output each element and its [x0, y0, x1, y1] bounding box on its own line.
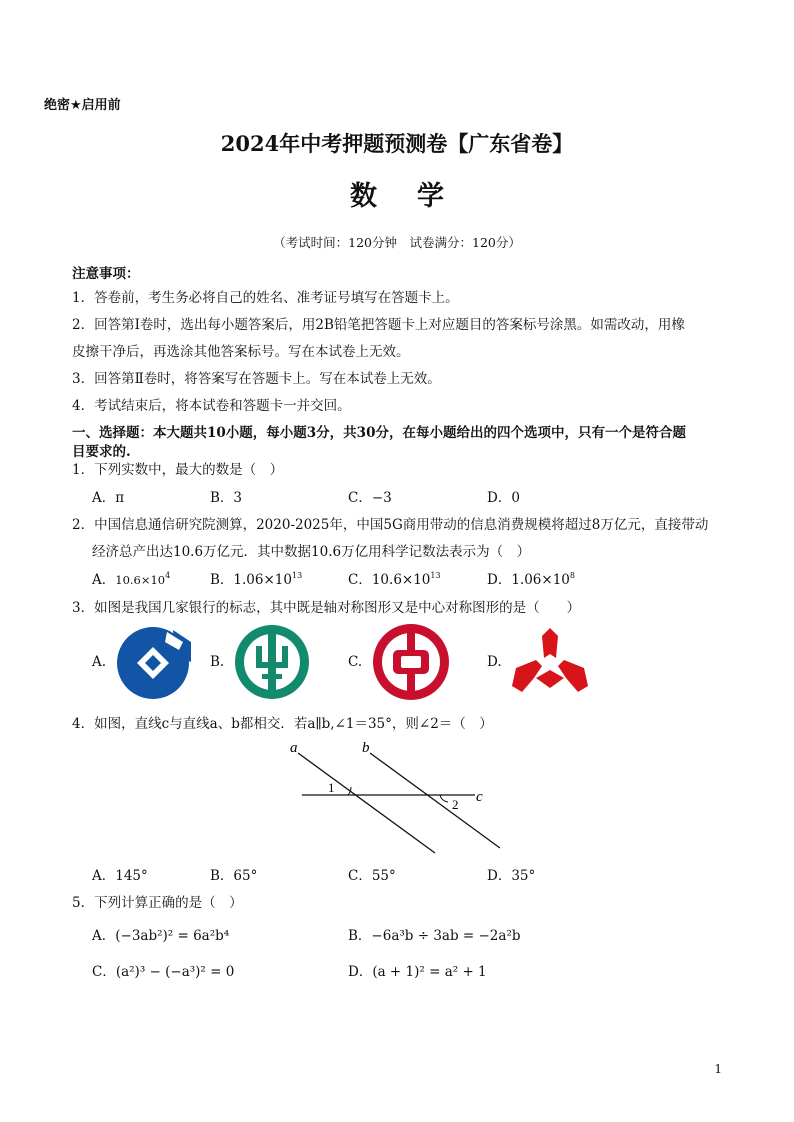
q2-option-d-base: 1.06×10	[511, 572, 570, 588]
q3-option-c-label: C.	[348, 654, 363, 670]
angle-2-arc	[440, 795, 448, 802]
q3-option-a-label: A.	[92, 654, 107, 670]
boc-logo-square-hole	[401, 656, 421, 668]
label-a: a	[290, 740, 298, 756]
q2-stem-line-1: 2．中国信息通信研究院测算，2020-2025年，中国5G商用带动的信息消费规模将超过8万亿元，直接带动	[72, 517, 709, 533]
bocom-bank-logo	[510, 626, 590, 696]
q4-option-c: C．55°	[348, 868, 396, 884]
q3-stem: 3．如图是我国几家银行的标志，其中既是轴对称图形又是中心对称图形的是（ ）	[72, 600, 581, 616]
label-b: b	[362, 740, 370, 756]
q1-option-c: C．−3	[348, 490, 392, 506]
q4-option-a: A．145°	[92, 868, 148, 884]
q1-option-b: B．3	[210, 490, 243, 506]
bocom-logo-left-arm	[512, 660, 542, 692]
note-2-line-2: 皮擦干净后，再选涂其他答案标号。写在本试卷上无效。	[72, 344, 410, 360]
note-4: 4．考试结束后，将本试卷和答题卡一并交回。	[72, 398, 351, 414]
boc-bank-logo	[371, 622, 451, 702]
note-2-line-1: 2．回答第Ⅰ卷时，选出每小题答案后，用2B铅笔把答题卡上对应题目的答案标号涂黑。如需改动，用橡	[72, 317, 685, 333]
notes-heading: 注意事项：	[72, 266, 140, 282]
q2-option-c	[348, 568, 441, 588]
q3-option-b-label: B.	[210, 654, 225, 670]
q4-parallel-lines-figure	[280, 735, 500, 860]
q5-option-d: D．(a + 1)² = a² + 1	[348, 964, 487, 980]
q2-option-c-label: C．	[348, 572, 372, 588]
note-3: 3．回答第Ⅱ卷时，将答案写在答题卡上。写在本试卷上无效。	[72, 371, 441, 387]
q1-stem: 1．下列实数中，最大的数是（ ）	[72, 462, 284, 478]
q4-option-b: B．65°	[210, 868, 258, 884]
q2-stem-line-2: 经济总产出达10.6万亿元．其中数据10.6万亿用科学记数法表示为（ ）	[92, 544, 531, 560]
q4-stem: 4．如图，直线c与直线a、b都相交．若a∥b,∠1＝35°，则∠2＝（ ）	[72, 716, 493, 732]
q2-option-a-base: 10.6×10	[115, 573, 166, 587]
bocom-logo-top-arm	[542, 628, 558, 658]
q3-option-d-label: D.	[487, 654, 502, 670]
q4-option-d: D．35°	[487, 868, 536, 884]
q2-option-c-base: 10.6×10	[371, 572, 431, 588]
abc-bank-logo	[232, 622, 312, 702]
q2-option-b-base: 1.06×10	[233, 572, 292, 588]
q1-option-d: D．0	[487, 490, 520, 506]
line-a	[298, 753, 435, 853]
q5-option-c: C．(a²)³ − (−a³)² = 0	[92, 964, 235, 980]
q2-option-b	[210, 568, 302, 588]
label-angle-1: 1	[328, 780, 335, 795]
exam-title: 2024年中考押题预测卷【广东省卷】	[220, 131, 574, 156]
q2-option-d-label: D．	[487, 572, 512, 588]
exam-info: （考试时间：120分钟 试卷满分：120分）	[273, 235, 521, 250]
q1-option-a: A．π	[92, 490, 125, 506]
q2-option-a-label: A．	[92, 572, 116, 588]
section-heading-line-2: 目要求的.	[72, 444, 131, 460]
q5-option-a: A．(−3ab²)² = 6a²b⁴	[92, 928, 230, 944]
label-angle-2: 2	[452, 797, 459, 812]
note-1: 1．答卷前，考生务必将自己的姓名、准考证号填写在答题卡上。	[72, 290, 459, 306]
q2-option-b-exp: 13	[291, 571, 303, 580]
bocom-logo-center	[536, 670, 564, 688]
ccb-bank-logo	[113, 620, 197, 704]
abc-logo-base-bar	[262, 674, 282, 679]
page-number: 1	[714, 1062, 722, 1076]
subject-title: 数学	[350, 181, 484, 212]
confidential-label: 绝密★启用前	[44, 98, 121, 113]
bocom-logo-right-arm	[558, 660, 588, 692]
q2-option-c-exp: 13	[430, 571, 441, 580]
q5-option-b: B．−6a³b ÷ 3ab = −2a²b	[348, 928, 521, 944]
q5-stem: 5．下列计算正确的是（ ）	[72, 895, 243, 911]
bocom-logo-dot	[546, 662, 554, 670]
label-c: c	[476, 789, 483, 805]
q2-option-d	[487, 568, 575, 588]
abc-logo-cross-bar	[256, 662, 288, 668]
q2-option-b-label: B．	[210, 572, 234, 588]
q2-option-d-exp: 8	[569, 571, 575, 580]
q2-option-a-exp: 4	[165, 571, 171, 580]
q2-option-a	[92, 568, 170, 588]
section-heading-line-1: 一、选择题：本大题共10小题，每小题3分，共30分，在每小题给出的四个选项中，只有一个是符合题	[72, 425, 686, 441]
